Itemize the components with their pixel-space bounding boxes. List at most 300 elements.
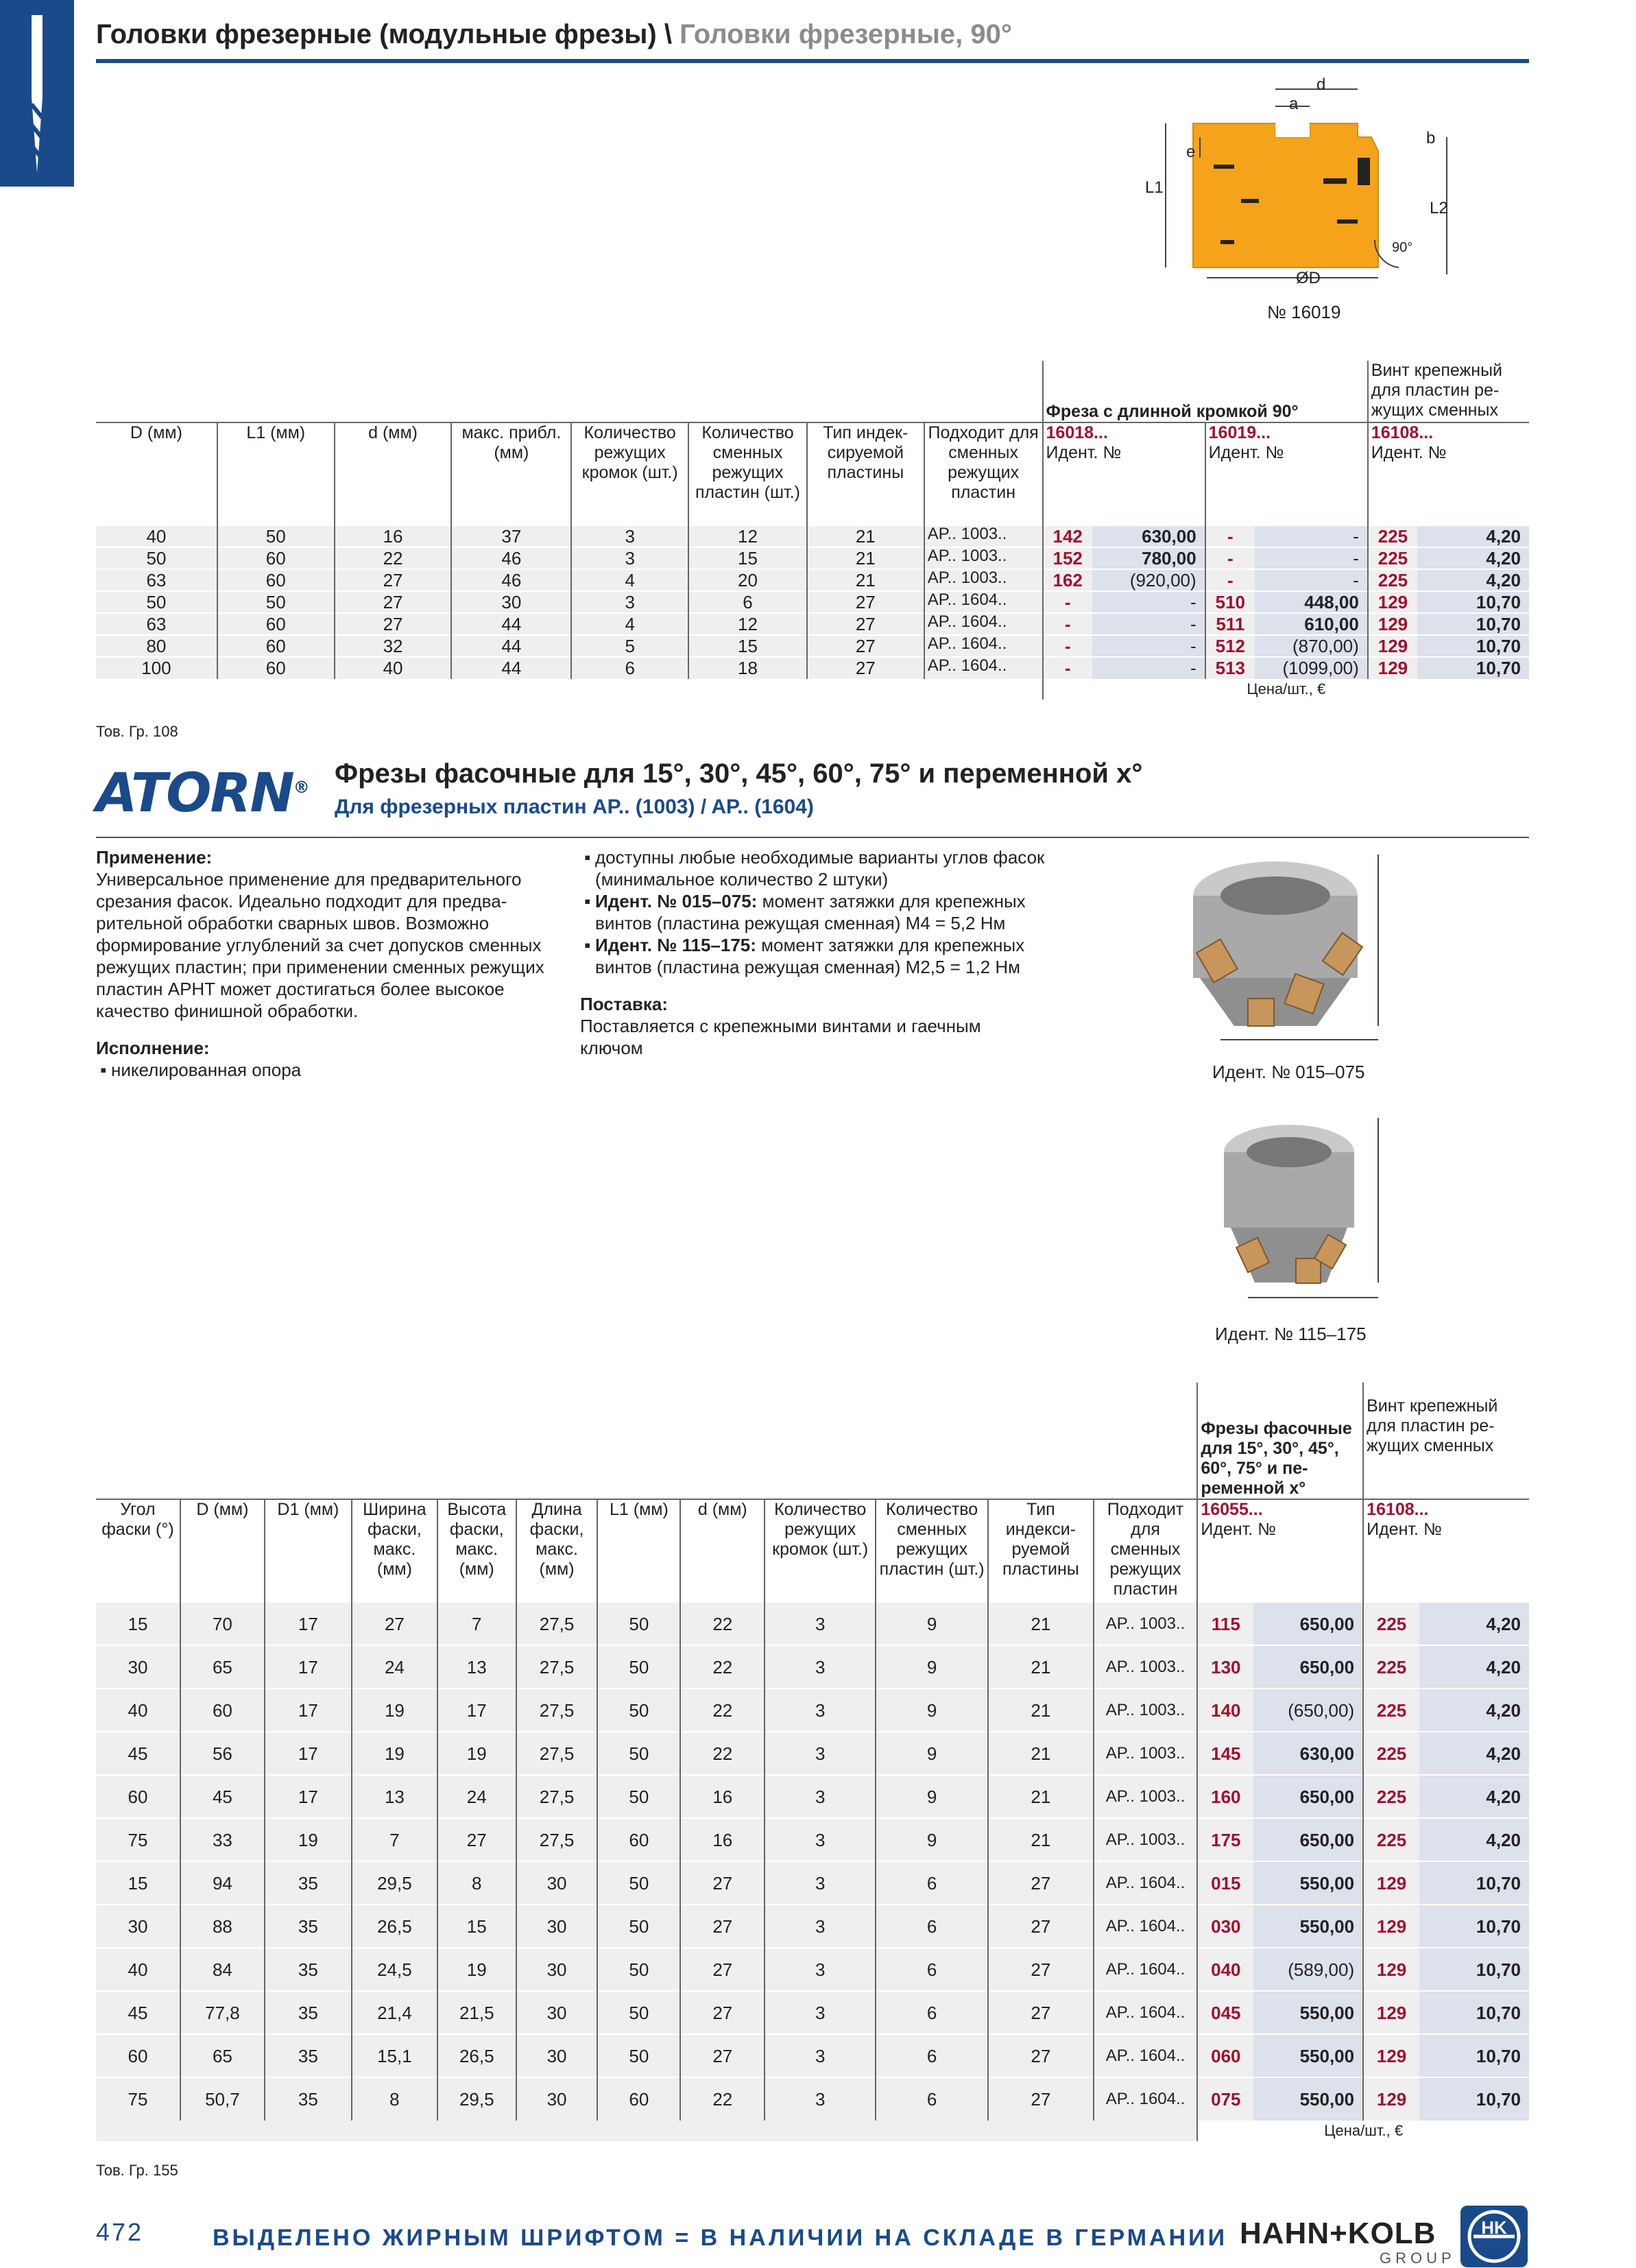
table-cell: 9 (876, 1818, 988, 1861)
table-cell: 3 (765, 2034, 876, 2077)
page-number: 472 (96, 2218, 144, 2246)
table-cell: 60 (217, 547, 335, 569)
table-cell: 15 (96, 1602, 180, 1645)
table-cell: 12 (688, 613, 807, 635)
table-cell: 4 (571, 613, 688, 635)
table-cell: 35 (265, 2034, 352, 2077)
table-cell: 6 (876, 2077, 988, 2121)
table-cell: 50,7 (180, 2077, 265, 2121)
table-cell: 6 (876, 1948, 988, 1991)
table-cell: 27 (680, 1861, 765, 1905)
fig2-caption: Идент. № 015–075 (1212, 1062, 1365, 1082)
ident-number: 045 (1197, 1991, 1253, 2034)
table-cell: 13 (352, 1775, 437, 1818)
price: 650,00 (1253, 1818, 1363, 1861)
table-cell: 77,8 (180, 1991, 265, 2034)
table-cell: 22 (680, 1688, 765, 1732)
ident-number: 015 (1197, 1861, 1253, 1905)
table-cell: 60 (217, 569, 335, 591)
table-cell: AP.. 1604.. (1094, 1905, 1198, 1948)
table-cell: 17 (265, 1602, 352, 1645)
table-cell: 60 (597, 1818, 680, 1861)
table-cell: 9 (876, 1732, 988, 1775)
table-cell: 22 (680, 1732, 765, 1775)
price: 550,00 (1253, 1905, 1363, 1948)
table-cell: 22 (335, 547, 452, 569)
price: - (1092, 657, 1205, 679)
table-cell: 6 (571, 657, 688, 679)
table-cell: 21 (988, 1688, 1094, 1732)
col-header: Ширина фаски, макс. (мм) (352, 1499, 437, 1602)
price: 4,20 (1419, 1602, 1529, 1645)
table-row (96, 613, 1529, 635)
table-cell: 3 (765, 2077, 876, 2121)
ident-number: 225 (1368, 525, 1417, 547)
table-cell: 30 (516, 1991, 598, 2034)
ident-number: 225 (1363, 1775, 1419, 1818)
table-cell: 21,5 (437, 1991, 516, 2034)
table-cell: 27,5 (516, 1818, 598, 1861)
ident-number: 129 (1368, 613, 1417, 635)
ident-number: 129 (1363, 2077, 1419, 2121)
table-row (96, 591, 1529, 613)
table-cell: 40 (96, 1688, 180, 1732)
table-cell: 27 (988, 1905, 1094, 1948)
ident-number: 225 (1363, 1645, 1419, 1688)
table-cell: 32 (335, 635, 452, 657)
dim-label-e: e (1186, 143, 1196, 161)
table-cell: 15 (96, 1861, 180, 1905)
price: - (1255, 547, 1368, 569)
table-cell: 63 (96, 569, 217, 591)
ident-number: - (1205, 525, 1255, 547)
ident-number: 040 (1197, 1948, 1253, 1991)
ident-number: - (1205, 569, 1255, 591)
col-header: D (мм) (130, 423, 182, 442)
milling-head-drawing (1145, 75, 1467, 288)
ident-number: 129 (1368, 657, 1417, 679)
table-cell: 65 (180, 2034, 265, 2077)
code-16108: 16108... (1367, 1500, 1429, 1519)
table-cell: 50 (597, 1861, 680, 1905)
price: 4,20 (1419, 1732, 1529, 1775)
table-cell: 8 (352, 2077, 437, 2121)
col-header: Количество режущих кромок (шт.) (571, 422, 688, 525)
table-cell: 100 (96, 657, 217, 679)
execution-heading: Исполнение: (96, 1038, 210, 1058)
table-cell: 50 (597, 1905, 680, 1948)
ident-number: 145 (1197, 1732, 1253, 1775)
table-cell: 27 (335, 591, 452, 613)
price: 650,00 (1253, 1775, 1363, 1818)
code-16108: 16108... (1371, 423, 1434, 442)
col-header: Тип индексируемой пластины (988, 1499, 1094, 1602)
table-cell: 3 (571, 547, 688, 569)
table-cell: 50 (597, 2034, 680, 2077)
table-cell: 35 (265, 1948, 352, 1991)
table-cell: 9 (876, 1602, 988, 1645)
ident-number: - (1205, 547, 1255, 569)
screw-header: Винт крепежный для пластин режущих сменных (1368, 361, 1529, 422)
table-row (96, 547, 1529, 569)
table-cell: 80 (96, 635, 217, 657)
table-cell: 22 (680, 1645, 765, 1688)
price: 650,00 (1253, 1645, 1363, 1688)
price: (650,00) (1253, 1688, 1363, 1732)
table-cell: 27 (335, 569, 452, 591)
ident-number: - (1043, 635, 1092, 657)
hk-badge-icon (1463, 2208, 1526, 2265)
col-header: Длина фаски, макс. (мм) (516, 1499, 598, 1602)
table-cell: 21 (988, 1645, 1094, 1688)
code-16055: 16055... (1201, 1500, 1263, 1519)
table-cell: 21 (988, 1602, 1094, 1645)
table-cell: AP.. 1604.. (924, 635, 1043, 657)
ident-number: 225 (1363, 1818, 1419, 1861)
table-cell: 46 (451, 569, 571, 591)
price: 10,70 (1419, 1991, 1529, 2034)
price: 10,70 (1417, 635, 1529, 657)
ident-label: Идент. № (1208, 443, 1284, 462)
table-cell: 7 (437, 1602, 516, 1645)
table-cell: 35 (265, 1991, 352, 2034)
ident-number: 225 (1363, 1688, 1419, 1732)
table-row (96, 1732, 1529, 1775)
table-cell: 27 (680, 2034, 765, 2077)
table-cell: 8 (437, 1861, 516, 1905)
table-row (96, 657, 1529, 679)
table-cell: 24 (352, 1645, 437, 1688)
table-cell: AP.. 1604.. (924, 657, 1043, 679)
table-cell: AP.. 1604.. (1094, 2077, 1198, 2121)
ident-number: 129 (1368, 635, 1417, 657)
price: 4,20 (1417, 525, 1529, 547)
ident-number: 115 (1197, 1602, 1253, 1645)
dim-label-l2: L2 (1430, 199, 1448, 217)
col-header: Угол фаски (°) (101, 1500, 174, 1539)
ident-number: 510 (1205, 591, 1255, 613)
col-header: L1 (мм) (217, 422, 335, 525)
ident-label: Идент. № (1201, 1520, 1276, 1539)
table-cell: 29,5 (352, 1861, 437, 1905)
table-cell: 30 (516, 2034, 598, 2077)
price: 650,00 (1253, 1602, 1363, 1645)
price: 550,00 (1253, 2077, 1363, 2121)
table-cell: 3 (765, 1775, 876, 1818)
table-cell: AP.. 1003.. (1094, 1602, 1198, 1645)
table-cell: 70 (180, 1602, 265, 1645)
table-cell: 60 (597, 2077, 680, 2121)
table-cell: 3 (571, 591, 688, 613)
price: 10,70 (1419, 2077, 1529, 2121)
table-cell: 3 (765, 1948, 876, 1991)
table-cell: 3 (765, 1732, 876, 1775)
drill-icon (23, 15, 51, 173)
screw-header: Винт крепежный для пластин режущих сменных (1363, 1383, 1529, 1499)
table-cell: 17 (265, 1645, 352, 1688)
table-row (96, 1645, 1529, 1688)
group-header-long-edge: Фреза с длинной кромкой 90° (1043, 361, 1368, 422)
table-cell: 50 (96, 547, 217, 569)
ident-number: 512 (1205, 635, 1255, 657)
price: 4,20 (1419, 1645, 1529, 1688)
table-cell: AP.. 1003.. (1094, 1732, 1198, 1775)
table-cell: 6 (876, 1991, 988, 2034)
table-row (96, 1602, 1529, 1645)
table-row (96, 569, 1529, 591)
price: 4,20 (1417, 569, 1529, 591)
table-cell: 6 (688, 591, 807, 613)
fig3-caption: Идент. № 115–175 (1215, 1324, 1367, 1344)
table-cell: 44 (451, 657, 571, 679)
ident-number: - (1043, 613, 1092, 635)
table-cell: 60 (96, 2034, 180, 2077)
price: 448,00 (1255, 591, 1368, 613)
price: 550,00 (1253, 1991, 1363, 2034)
price: 10,70 (1419, 1948, 1529, 1991)
table-cell: 27 (988, 1948, 1094, 1991)
table-cell: 30 (516, 2077, 598, 2121)
table-cell: 45 (180, 1775, 265, 1818)
price-note: Цена/шт., € (1043, 679, 1529, 700)
table-cell: 29,5 (437, 2077, 516, 2121)
table-cell: 27 (352, 1602, 437, 1645)
bullet-torque-115: ▪ Идент. № 115–175: момент затяжки для крепежных винтов (пластина режущая сменная) М2,5 = 1,2 Нм (580, 934, 1046, 978)
section-subtitle: Для фрезерных пластин AP.. (1003) / AP.. (1604) (335, 796, 814, 818)
price: - (1092, 591, 1205, 613)
table-cell: 27 (807, 613, 924, 635)
table-cell: 4 (571, 569, 688, 591)
section-title: Фрезы фасочные для 15°, 30°, 45°, 60°, 75° и переменной x° (335, 759, 1143, 789)
ident-number: 130 (1197, 1645, 1253, 1688)
table-cell: 21 (988, 1775, 1094, 1818)
table-cell: 21 (807, 569, 924, 591)
table-cell: 30 (516, 1905, 598, 1948)
delivery-heading: Поставка: (580, 994, 668, 1014)
table-cell: 84 (180, 1948, 265, 1991)
ident-number: 513 (1205, 657, 1255, 679)
table-cell: AP.. 1604.. (1094, 1948, 1198, 1991)
table-cell: 60 (180, 1688, 265, 1732)
table-row (96, 1861, 1529, 1905)
table-row (96, 525, 1529, 547)
ident-number: 060 (1197, 2034, 1253, 2077)
table-cell: 3 (765, 1905, 876, 1948)
price: 4,20 (1419, 1818, 1529, 1861)
col-header: Количество сменных режущих пластин (шт.) (688, 422, 807, 525)
table-cell: 9 (876, 1775, 988, 1818)
fig1-caption: № 16019 (1267, 302, 1341, 322)
table-cell: 30 (516, 1861, 598, 1905)
table-cell: 27 (988, 2034, 1094, 2077)
table-cell: 22 (680, 2077, 765, 2121)
table-cell: 50 (597, 1688, 680, 1732)
table-cell: 30 (96, 1905, 180, 1948)
price: 550,00 (1253, 2034, 1363, 2077)
group-header-chamfer: Фрезы фасочные для 15°, 30°, 45°, 60°, 75° и переменной x° (1197, 1383, 1363, 1499)
table-cell: AP.. 1604.. (924, 591, 1043, 613)
table-cell: 21 (807, 525, 924, 547)
table-row (96, 1991, 1529, 2034)
price: (870,00) (1255, 635, 1368, 657)
header-rule (96, 59, 1529, 63)
table-cell: 37 (451, 525, 571, 547)
table-cell: 19 (265, 1818, 352, 1861)
table-cell: 21 (807, 547, 924, 569)
table-cell: 3 (571, 525, 688, 547)
table-cell: 27 (437, 1818, 516, 1861)
atorn-logo: ATORN® (96, 763, 309, 824)
chamfer-mill-photo-115 (1207, 1104, 1399, 1303)
table-body (96, 525, 1529, 679)
table-cell: 3 (765, 1602, 876, 1645)
group-label-108: Тов. Гр. 108 (96, 723, 178, 740)
col-header: Количество режущих кромок (шт.) (765, 1499, 876, 1602)
ident-number: 152 (1043, 547, 1092, 569)
ident-number: 162 (1043, 569, 1092, 591)
table-cell: 24,5 (352, 1948, 437, 1991)
table-cell: 9 (876, 1645, 988, 1688)
table-cell: 27 (680, 1991, 765, 2034)
table-cell: 50 (597, 1991, 680, 2034)
table-cell: 45 (96, 1732, 180, 1775)
table-cell: 60 (217, 657, 335, 679)
dim-label-a: a (1289, 95, 1299, 113)
table-cell: 15 (437, 1905, 516, 1948)
table-cell: 3 (765, 1861, 876, 1905)
price: 10,70 (1419, 2034, 1529, 2077)
table-cell: 75 (96, 1818, 180, 1861)
table-cell: 17 (265, 1732, 352, 1775)
table-cell: 13 (437, 1645, 516, 1688)
table-cell: 6 (876, 1905, 988, 1948)
table-cell: 19 (437, 1732, 516, 1775)
table-cell: 17 (265, 1688, 352, 1732)
table-cell: 3 (765, 1991, 876, 2034)
table-cell: 30 (96, 1645, 180, 1688)
table-cell: 19 (352, 1732, 437, 1775)
table-row (96, 1948, 1529, 1991)
table-cell: 27,5 (516, 1645, 598, 1688)
ident-number: 129 (1363, 1861, 1419, 1905)
price: 630,00 (1253, 1732, 1363, 1775)
table-cell: AP.. 1003.. (1094, 1645, 1198, 1688)
application-text: Универсальное применение для предварительного срезания фасок. Идеально подходит для предварительной обработки сварных швов. Возможно формирование углублений за счет допусков сменных режущих пластин; при применении сменных режущих пластин APHT может достигаться более высокое качество финишной обработки. (96, 869, 544, 1021)
table-cell: 15 (688, 635, 807, 657)
table-cell: 27,5 (516, 1775, 598, 1818)
col-header: L1 (мм) (597, 1499, 680, 1602)
application-column (96, 846, 562, 1081)
col-header: d (мм) (335, 422, 452, 525)
table-cell: 27 (680, 1905, 765, 1948)
ident-number: 129 (1363, 1905, 1419, 1948)
price: (589,00) (1253, 1948, 1363, 1991)
price: 10,70 (1419, 1905, 1529, 1948)
table-cell: 60 (96, 1775, 180, 1818)
brand-group: GROUP (1380, 2249, 1456, 2267)
ident-label: Идент. № (1367, 1520, 1442, 1539)
dim-label-angle: 90° (1392, 240, 1413, 255)
ident-label: Идент. № (1371, 443, 1447, 462)
table-cell: 21 (988, 1818, 1094, 1861)
table-cell: 94 (180, 1861, 265, 1905)
table-cell: 88 (180, 1905, 265, 1948)
price: 630,00 (1092, 525, 1205, 547)
table-cell: 24 (437, 1775, 516, 1818)
col-header: макс. прибл. (мм) (451, 422, 571, 525)
ident-label: Идент. № (1046, 443, 1122, 462)
table-cell: 15,1 (352, 2034, 437, 2077)
table-cell: 6 (876, 1861, 988, 1905)
table-cell: 27 (807, 591, 924, 613)
table-cell: 50 (597, 1602, 680, 1645)
col-header: Тип индексируемой пластины (807, 422, 924, 525)
price: (920,00) (1092, 569, 1205, 591)
application-heading: Применение: (96, 847, 213, 868)
table-cell: 27 (988, 2077, 1094, 2121)
ident-number: 140 (1197, 1688, 1253, 1732)
table-cell: 27 (335, 613, 452, 635)
ident-number: 129 (1363, 1991, 1419, 2034)
table-cell: 44 (451, 613, 571, 635)
brand-logo: HAHN+KOLB (1240, 2217, 1436, 2250)
price: 4,20 (1417, 547, 1529, 569)
table-90-heads (96, 361, 1529, 700)
table-cell: 35 (265, 1905, 352, 1948)
table-cell: AP.. 1003.. (924, 525, 1043, 547)
table-cell: 40 (96, 1948, 180, 1991)
table-cell: AP.. 1003.. (924, 569, 1043, 591)
table-cell: 50 (217, 591, 335, 613)
price: 10,70 (1419, 1861, 1529, 1905)
section-rule (96, 837, 1529, 838)
table-cell: 18 (688, 657, 807, 679)
code-16019: 16019... (1208, 423, 1271, 442)
dim-label-l1: L1 (1145, 178, 1164, 197)
table-cell: 40 (96, 525, 217, 547)
brand-badge (1460, 2206, 1528, 2267)
price: 4,20 (1419, 1775, 1529, 1818)
table-cell: 27 (807, 635, 924, 657)
ident-number: 030 (1197, 1905, 1253, 1948)
ident-number: 075 (1197, 2077, 1253, 2121)
ident-number: - (1043, 591, 1092, 613)
table-cell: 56 (180, 1732, 265, 1775)
table-cell: 50 (96, 591, 217, 613)
table-cell: 60 (217, 635, 335, 657)
hk-badge-text: HK (1481, 2217, 1507, 2238)
section-tab (0, 0, 74, 187)
table-cell: 27 (807, 657, 924, 679)
price: - (1255, 525, 1368, 547)
ident-number: 175 (1197, 1818, 1253, 1861)
price: 10,70 (1417, 591, 1529, 613)
table-cell: 16 (680, 1818, 765, 1861)
col-header: d (мм) (680, 1499, 765, 1602)
dim-label-b: b (1426, 129, 1436, 147)
price: 610,00 (1255, 613, 1368, 635)
table-cell: 27,5 (516, 1688, 598, 1732)
table-cell: 15 (688, 547, 807, 569)
dim-label-d: d (1316, 75, 1326, 94)
col-header: D (мм) (180, 1499, 265, 1602)
table-cell: 12 (688, 525, 807, 547)
delivery-text: Поставляется с крепежными винтами и гаечным ключом (580, 1016, 981, 1058)
table-cell: 30 (516, 1948, 598, 1991)
table-cell: 35 (265, 1861, 352, 1905)
price: - (1255, 569, 1368, 591)
table-cell: 16 (335, 525, 452, 547)
